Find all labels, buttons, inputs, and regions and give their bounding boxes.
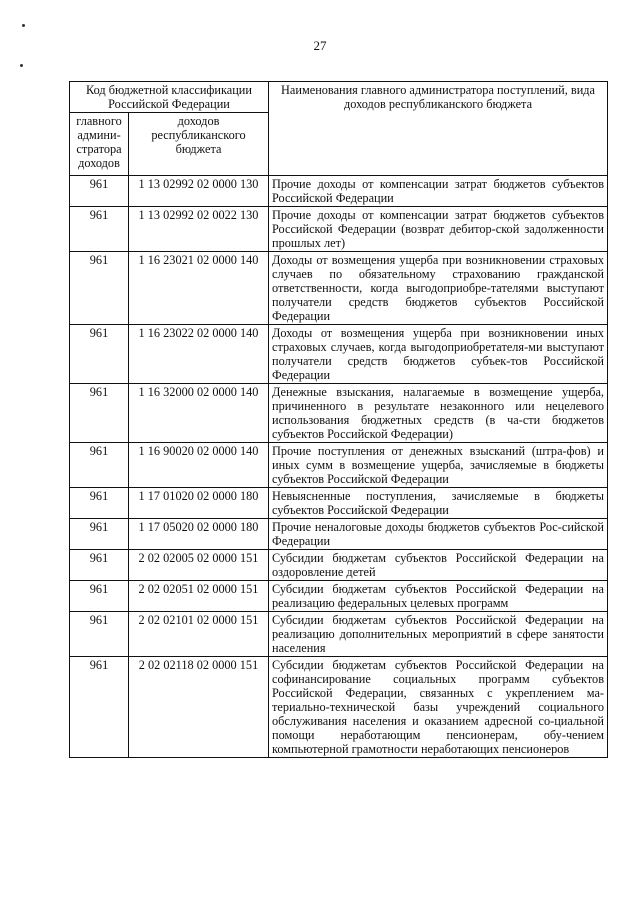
income-name-cell: Субсидии бюджетам субъектов Российской Федерации на реализацию дополнительных мероприятий в сфере занятости населения: [269, 612, 608, 657]
administrator-code-cell: 961: [70, 488, 129, 519]
administrator-code-cell: 961: [70, 252, 129, 325]
income-name-cell: Доходы от возмещения ущерба при возникновении страховых случаев по обязательному страхованию гражданской ответственности, когда выгодоприобре-тателями выступают получатели средств бюджетов субъектов Российской Федерации: [269, 252, 608, 325]
income-code-cell: 1 16 23021 02 0000 140: [129, 252, 269, 325]
table-row: [70, 519, 608, 550]
header-main-administrator: главного админи-стратора доходов: [70, 113, 129, 176]
administrator-code-cell: 961: [70, 612, 129, 657]
income-code-cell: 2 02 02118 02 0000 151: [129, 657, 269, 758]
table-row: [70, 488, 608, 519]
table-row: [70, 612, 608, 657]
income-code-cell: 1 16 23022 02 0000 140: [129, 325, 269, 384]
income-code-cell: 1 16 32000 02 0000 140: [129, 384, 269, 443]
income-name-cell: Прочие неналоговые доходы бюджетов субъектов Рос-сийской Федерации: [269, 519, 608, 550]
income-code-cell: 2 02 02101 02 0000 151: [129, 612, 269, 657]
income-name-cell: Доходы от возмещения ущерба при возникновении иных страховых случаев, когда выгодоприобретателя-ми выступают получатели средств бюджетов субъек-тов Российской Федерации: [269, 325, 608, 384]
administrator-code-cell: 961: [70, 581, 129, 612]
table-row: [70, 176, 608, 207]
income-name-cell: Субсидии бюджетам субъектов Российской Федерации на реализацию федеральных целевых программ: [269, 581, 608, 612]
administrator-code-cell: 961: [70, 657, 129, 758]
scan-speck: [22, 24, 25, 27]
page-number: 27: [313, 38, 327, 53]
header-administrator-name: Наименования главного администратора поступлений, вида доходов республиканского бюджета: [269, 82, 608, 176]
table-row: [70, 443, 608, 488]
administrator-code-cell: 961: [70, 207, 129, 252]
administrator-code-cell: 961: [70, 443, 129, 488]
table-row: [70, 325, 608, 384]
income-code-cell: 1 17 01020 02 0000 180: [129, 488, 269, 519]
income-name-cell: Субсидии бюджетам субъектов Российской Федерации на софинансирование социальных программ субъектов Российской Федерации, связанных с укреплением ма-териально-технической базы учреждений социального обслуживания населения и оказанием адресной со-циальной помощи неработающим пенсионерам, обу-чением компьютерной грамотности неработающих пенсионеров: [269, 657, 608, 758]
table-row: [70, 384, 608, 443]
budget-classification-table: [69, 81, 608, 758]
income-name-cell: Денежные взыскания, налагаемые в возмещение ущерба, причиненного в результате незаконного или нецелевого использования бюджетных средств (в ча-сти бюджетов субъектов Российской Федерации): [269, 384, 608, 443]
administrator-code-cell: 961: [70, 384, 129, 443]
income-name-cell: Прочие доходы от компенсации затрат бюджетов субъектов Российской Федерации: [269, 176, 608, 207]
income-code-cell: 1 17 05020 02 0000 180: [129, 519, 269, 550]
table-row: [70, 581, 608, 612]
income-name-cell: Субсидии бюджетам субъектов Российской Федерации на оздоровление детей: [269, 550, 608, 581]
table-header-row: [70, 82, 608, 113]
income-code-cell: 1 13 02992 02 0000 130: [129, 176, 269, 207]
income-name-cell: Прочие доходы от компенсации затрат бюджетов субъектов Российской Федерации (возврат дебитор-ской задолженности прошлых лет): [269, 207, 608, 252]
income-code-cell: 1 13 02992 02 0022 130: [129, 207, 269, 252]
administrator-code-cell: 961: [70, 176, 129, 207]
income-code-cell: 1 16 90020 02 0000 140: [129, 443, 269, 488]
table-row: [70, 207, 608, 252]
scan-speck: [20, 64, 23, 67]
income-name-cell: Прочие поступления от денежных взысканий (штра-фов) и иных сумм в возмещение ущерба, зачисляемые в бюджеты субъектов Российской Федерации: [269, 443, 608, 488]
table-row: [70, 657, 608, 758]
header-republican-income: доходов республиканского бюджета: [129, 113, 269, 176]
income-code-cell: 2 02 02005 02 0000 151: [129, 550, 269, 581]
table-row: [70, 252, 608, 325]
administrator-code-cell: 961: [70, 325, 129, 384]
income-code-cell: 2 02 02051 02 0000 151: [129, 581, 269, 612]
header-budget-classification-code: Код бюджетной классификации Российской Федерации: [70, 82, 269, 113]
income-name-cell: Невыясненные поступления, зачисляемые в бюджеты субъектов Российской Федерации: [269, 488, 608, 519]
table-row: [70, 550, 608, 581]
table-body: [70, 176, 608, 758]
administrator-code-cell: 961: [70, 519, 129, 550]
administrator-code-cell: 961: [70, 550, 129, 581]
